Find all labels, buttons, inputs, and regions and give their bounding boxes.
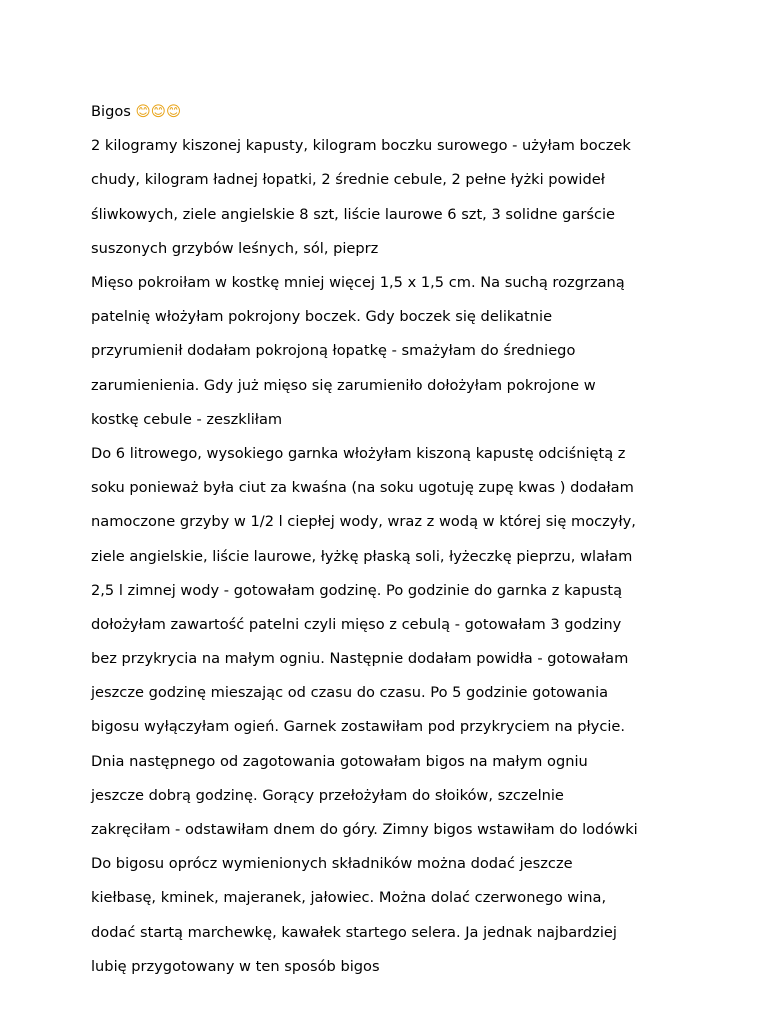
text-line: 2 kilogramy kiszonej kapusty, kilogram boczku surowego - użyłam boczek: [91, 137, 631, 155]
smiling-face-emoji-icon: 😊😊😊: [135, 103, 182, 121]
text-line: Mięso pokroiłam w kostkę mniej więcej 1,5 x 1,5 cm. Na suchą rozgrzaną: [91, 274, 625, 292]
text-line: suszonych grzybów leśnych, sól, pieprz: [91, 239, 379, 257]
text-line: chudy, kilogram ładnej łopatki, 2 średnie cebule, 2 pełne łyżki powideł: [91, 171, 605, 189]
text-line: zakręciłam - odstawiłam dnem do góry. Zimny bigos wstawiłam do lodówki: [91, 821, 638, 839]
document-body: [91, 86, 691, 992]
text-line: ziele angielskie, liście laurowe, łyżkę płaską soli, łyżeczkę pieprzu, wlałam: [91, 547, 633, 565]
text-line: zarumienienia. Gdy już mięso się zarumieniło dołożyłam pokrojone w: [91, 376, 596, 394]
text-line: namoczone grzyby w 1/2 l ciepłej wody, wraz z wodą w której się moczyły,: [91, 513, 636, 531]
text-line: dołożyłam zawartość patelni czyli mięso z cebulą - gotowałam 3 godziny: [91, 615, 622, 633]
text-line: lubię przygotowany w ten sposób bigos: [91, 957, 380, 975]
recipe-title: Bigos: [91, 103, 131, 121]
text-line: Do 6 litrowego, wysokiego garnka włożyłam kiszoną kapustę odciśniętą z: [91, 444, 626, 462]
recipe-title-line: [91, 103, 691, 120]
text-line: bez przykrycia na małym ogniu. Następnie dodałam powidła - gotowałam: [91, 650, 629, 668]
text-line: przyrumienił dodałam pokrojoną łopatkę - smażyłam do średniego: [91, 342, 576, 360]
text-line: dodać startą marchewkę, kawałek startego selera. Ja jednak najbardziej: [91, 923, 617, 941]
text-line: bigosu wyłączyłam ogień. Garnek zostawiłam pod przykryciem na płycie.: [91, 718, 626, 736]
text-line: kiełbasę, kminek, majeranek, jałowiec. Można dolać czerwonego wina,: [91, 889, 607, 907]
text-line: soku ponieważ była ciut za kwaśna (na soku ugotuję zupę kwas ) dodałam: [91, 479, 634, 497]
text-line: Dnia następnego od zagotowania gotowałam bigos na małym ogniu: [91, 752, 588, 770]
text-line: Do bigosu oprócz wymienionych składników można dodać jeszcze: [91, 855, 573, 873]
text-line: patelnię włożyłam pokrojony boczek. Gdy boczek się delikatnie: [91, 308, 553, 326]
text-line: jeszcze godzinę mieszając od czasu do czasu. Po 5 godzinie gotowania: [91, 684, 609, 702]
text-line: 2,5 l zimnej wody - gotowałam godzinę. Po godzinie do garnka z kapustą: [91, 581, 623, 599]
text-line: śliwkowych, ziele angielskie 8 szt, liście laurowe 6 szt, 3 solidne garście: [91, 205, 616, 223]
text-line: kostkę cebule - zeszkliłam: [91, 410, 283, 428]
text-line: jeszcze dobrą godzinę. Gorący przełożyłam do słoików, szczelnie: [91, 786, 564, 804]
